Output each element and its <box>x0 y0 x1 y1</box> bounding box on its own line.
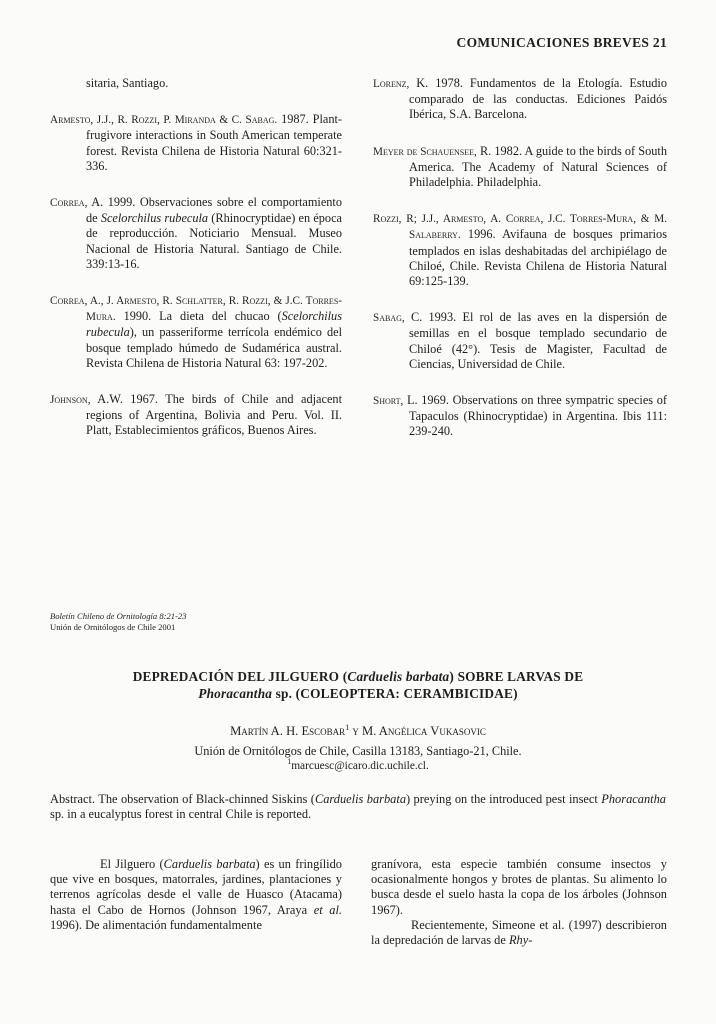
reference-continuation: sitaria, Santiago. <box>86 76 169 90</box>
references-right-column <box>373 76 667 461</box>
journal-info <box>50 611 187 633</box>
body-right-column <box>371 857 667 948</box>
running-header: COMUNICACIONES BREVES 21 <box>456 35 667 50</box>
reference-correa-1990: Correa, A., J. Armesto, R. Schlatter, R. Rozzi, & J.C. Torres-Mura. 1990. La dieta del chucao (Scelorchilus rubecula), un passeriforme terrícola endémico del bosque templado húmedo de Sudamérica austral. Revista Chilena de Historia Natural 63: 197-202. <box>50 295 342 370</box>
reference-lorenz-1978: Lorenz, K. 1978. Fundamentos de la Etología. Estudio comparado de las conductas. Ediciones Paidós Ibérica, S.A. Barcelona. <box>373 76 667 122</box>
body-left-column: El Jilguero (Carduelis barbata) es un fringílido que vive en bosques, matorrales, jardines, plantaciones y terrenos agrícolas desde el valle de Huasco (Atacama) hasta el Cabo de Hornos (Johnson 1967, Araya et al. 1996). De alimentación fundamentalmente <box>50 857 342 932</box>
article-title: DEPREDACIÓN DEL JILGUERO (Carduelis barbata) SOBRE LARVAS DE Phoracantha sp. (COLEOPTERA: CERAMBICIDAE) <box>132 669 584 701</box>
reference-correa-1999: Correa, A. 1999. Observaciones sobre el comportamiento de Scelorchilus rubecula (Rhinocryptidae) en época de reproducción. Noticiario Mensual. Museo Nacional de Historia Natural. Santiago de Chile. 339:13-16. <box>50 195 342 271</box>
abstract: Abstract. The observation of Black-chinned Siskins (Carduelis barbata) preying on the introduced pest insect Phoracantha sp. in a eucalyptus forest in central Chile is reported. <box>50 792 666 822</box>
reference-johnson-1967: Johnson, A.W. 1967. The birds of Chile and adjacent regions of Argentina, Bolivia and Peru. Vol. II. Platt, Establecimientos gráficos, Buenos Aires. <box>50 392 342 438</box>
reference-armesto-1987: Armesto, J.J., R. Rozzi, P. Miranda & C. Sabag. 1987. Plant-frugivore interactions in South American temperate forest. Revista Chilena de Historia Natural 60:321-336. <box>50 112 342 173</box>
affiliation-address: Unión de Ornitólogos de Chile, Casilla 13183, Santiago-21, Chile. <box>194 744 522 758</box>
author-affiliation <box>60 744 656 774</box>
journal-publisher: Unión de Ornitólogos de Chile 2001 <box>50 622 176 632</box>
reference-short-1969: Short, L. 1969. Observations on three sympatric species of Tapaculos (Rhinocryptidae) in Argentina. Ibis 111: 239-240. <box>373 393 667 439</box>
references-left-column <box>50 76 342 460</box>
body-paragraph: granívora, esta especie también consume insectos y ocasionalmente hongos y brotes de plantas. Su alimento lo busca desde el suelo hasta la copa de los árboles (Johnson 1967). <box>371 857 667 917</box>
journal-citation: Boletín Chileno de Ornitología 8:21-23 <box>50 611 187 621</box>
body-paragraph: Recientemente, Simeone et al. (1997) describieron la depredación de larvas de Rhy- <box>371 917 667 948</box>
reference-sabag-1993: Sabag, C. 1993. El rol de las aves en la dispersión de semillas en el bosque templado secundario de Chiloé (42°). Tesis de Magister, Facultad de Ciencias, Universidad de Chile. <box>373 310 667 371</box>
reference-meyer-1982: Meyer de Schauensee, R. 1982. A guide to the birds of South America. The Academy of Natural Sciences of Philadelphia. Philadelphia. <box>373 143 667 190</box>
reference-rozzi-1996: Rozzi, R; J.J., Armesto, A. Correa, J.C. Torres-Mura, & M. Salaberry. 1996. Avifauna de bosques primarios templados en islas deshabitadas del archipiélago de Chiloé, Chile. Revista Chilena de Historia Natural 69:125-139. <box>373 213 667 289</box>
author-email: $^1$marcuesc@icaro.dic.uchile.cl. <box>287 757 429 772</box>
article-authors: Martín A. H. Escobar$^1$ y M. Angélica Vukasovic <box>230 722 486 738</box>
